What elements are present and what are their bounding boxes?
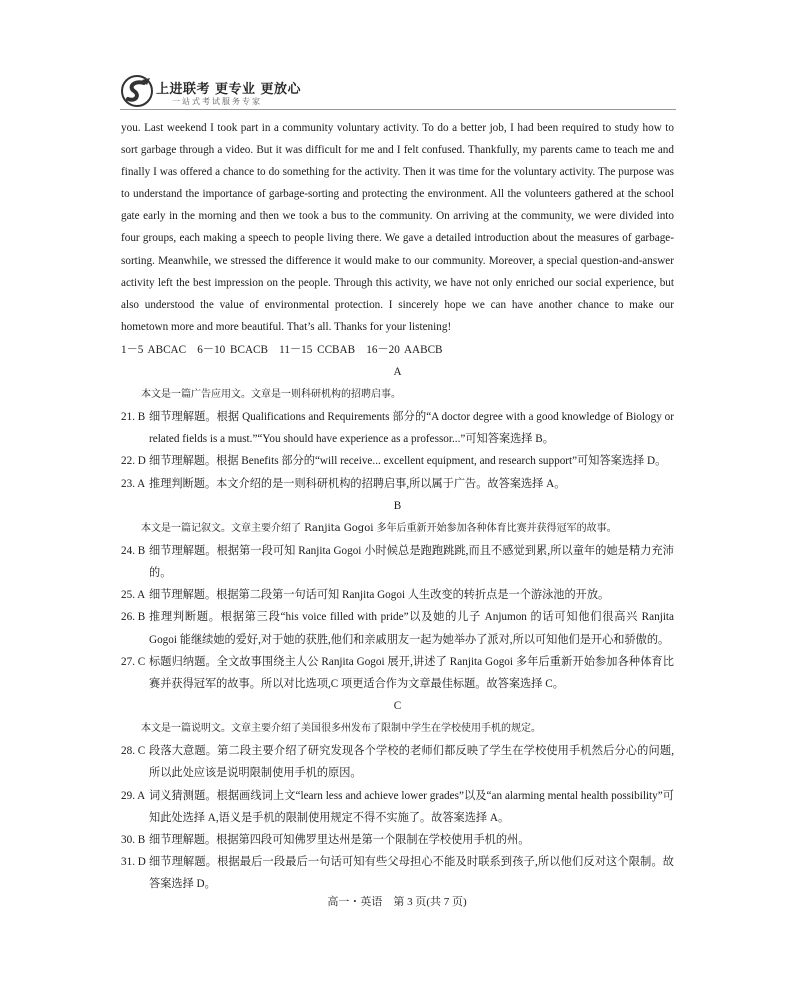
- question-explanation: 细节理解题。根据 Qualifications and Requirements 部分的“A doctor degree with a good knowledge of Biology or related fields is a must.”“You should have experience as a professor...”可知答案选择 B。: [149, 410, 674, 446]
- question-item: [121, 473, 674, 495]
- question-number: 22. D: [121, 455, 146, 468]
- section-summary: 本文是一篇说明文。文章主要介绍了美国很多州发布了限制中学生在学校使用手机的规定。: [141, 723, 541, 735]
- question-explanation: 细节理解题。根据第四段可知佛罗里达州是第一个限制在学校使用手机的州。: [149, 833, 530, 846]
- question-item: [121, 829, 674, 851]
- brand-title: 上进联考 更专业 更放心: [156, 82, 302, 97]
- question-number: 25. A: [121, 589, 146, 602]
- question-number: 28. C: [121, 745, 146, 758]
- question-explanation: 细节理解题。根据最后一段最后一句话可知有些父母担心不能及时联系到孩子,所以他们反对这个限制。故答案选择 D。: [149, 856, 674, 891]
- question-number: 26. B: [121, 611, 146, 624]
- section-letter: B: [393, 499, 402, 512]
- question-item: [121, 406, 674, 450]
- question-number: 23. A: [121, 477, 146, 490]
- question-explanation: 细节理解题。根据第二段第一句话可知 Ranjita Gogoi 人生改变的转折点是一个游泳池的开放。: [149, 589, 610, 602]
- question-number: 27. C: [121, 655, 146, 668]
- passage-text: you. Last weekend I took part in a community voluntary activity. To do a better job, I had been required to study how to sort garbage through a video. But it was difficult for me and I felt confused. Thankfully, my parents came to teach me and finally I was offered a chance to do something for the activity. Then it was time for the voluntary activity. The purpose was to understand the importance of garbage-sorting and protecting the environment. All the volunteers gathered at the school gate early in the morning and then we took a bus to the community. On arriving at the community, we were divided into four groups, each making a speech to people living there. We gave a detailed introduction about the measures of garbage-sorting. Meanwhile, we stressed the difference it would make to our community. Moreover, a special question-and-answer activity left the best impression on the people. Through this activity, we have not only enriched our social experience, but also understood the value of environmental protection. I sincerely hope we can have another chance to make our hometown more and more beautiful. That’s all. Thanks for your listening!: [121, 122, 674, 333]
- section-letter: C: [393, 700, 402, 713]
- question-item: [121, 450, 674, 472]
- section-letter: A: [393, 365, 402, 378]
- section-summary: 本文是一篇记叙文。文章主要介绍了 Ranjita Gogoi 多年后重新开始参加各种体育比赛并获得冠军的故事。: [141, 522, 617, 534]
- question-number: 24. B: [121, 544, 146, 557]
- question-number: 31. D: [121, 856, 146, 869]
- question-number: 30. B: [121, 833, 146, 846]
- question-explanation: 词义猜测题。根据画线词上文“learn less and achieve lower grades”以及“an alarming mental health possibility”可知此处选择 A,语义是手机的限制使用规定不得不实施了。故答案选择 A。: [149, 789, 674, 824]
- brand-tagline: 一站式考试服务专家: [172, 97, 262, 106]
- question-explanation: 推理判断题。根据第三段“his voice filled with pride”以及她的儿子 Anjumon 的话可知他们很高兴 Ranjita Gogoi 能继续她的爱好,对于她的获胜,他们和亲戚朋友一起为她举办了派对,所以可知他们是开心和骄傲的。: [149, 611, 674, 646]
- page-footer: 高一・英语 第 3 页(共 7 页): [327, 896, 467, 908]
- question-item: [121, 584, 674, 606]
- header-divider: [120, 109, 676, 110]
- question-item: [121, 851, 674, 895]
- question-explanation: 段落大意题。第二段主要介绍了研究发现各个学校的老师们都反映了学生在学校使用手机然后分心的问题,所以此处应该是说明限制使用手机的原因。: [149, 745, 674, 780]
- question-explanation: 细节理解题。根据 Benefits 部分的“will receive... excellent equipment, and research support”可知答案选择 D。: [149, 455, 667, 468]
- question-number: 21. B: [121, 410, 146, 423]
- question-explanation: 标题归纳题。全文故事围绕主人公 Ranjita Gogoi 展开,讲述了 Ranjita Gogoi 多年后重新开始参加各种体育比赛并获得冠军的故事。所以对比选项,C 项更适合作为文章最佳标题。故答案选择 C。: [149, 655, 674, 690]
- question-item: [121, 740, 674, 784]
- section-a: [121, 361, 674, 495]
- question-item: [121, 540, 674, 584]
- answer-content: [121, 117, 674, 896]
- question-explanation: 推理判断题。本文介绍的是一则科研机构的招聘启事,所以属于广告。故答案选择 A。: [149, 477, 566, 490]
- question-explanation: 细节理解题。根据第一段可知 Ranjita Gogoi 小时候总是跑跑跳跳,而且不感觉到累,所以童年的她是精力充沛的。: [149, 544, 674, 579]
- section-summary: 本文是一篇广告应用文。文章是一则科研机构的招聘启事。: [141, 388, 401, 400]
- section-c: [121, 695, 674, 895]
- question-item: [121, 651, 674, 695]
- question-item: [121, 606, 674, 650]
- answer-key: 1－5 ABCAC 6－10 BCACB 11－15 CCBAB 16－20 AABCB: [121, 343, 443, 356]
- question-number: 29. A: [121, 789, 146, 802]
- page-header: [120, 74, 680, 110]
- brand-logo-icon: [120, 74, 154, 108]
- section-b: [121, 495, 674, 695]
- question-item: [121, 785, 674, 829]
